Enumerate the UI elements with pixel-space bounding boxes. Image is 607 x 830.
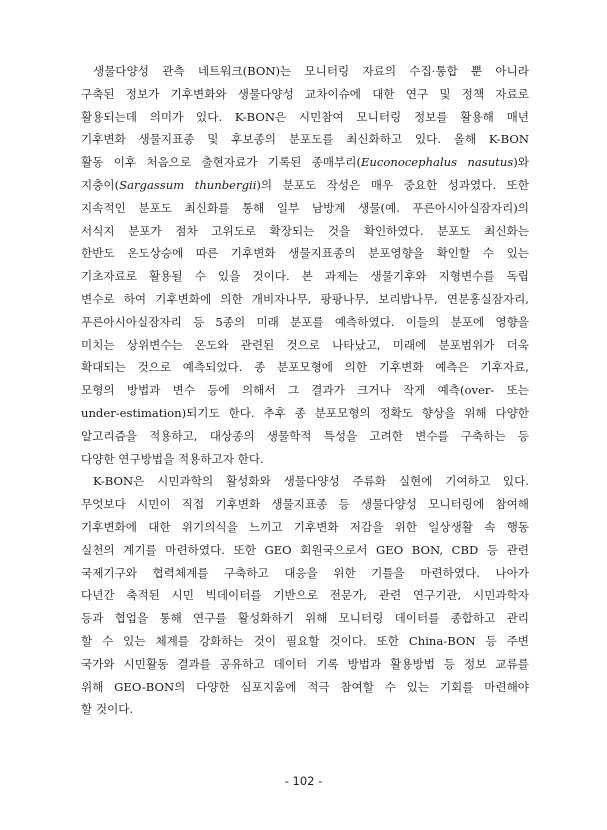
text-line: K-BON은 시민과학의 활성화와 생물다양성 주류화 실현에 기여하고 있다.	[93, 474, 529, 489]
text-line: 할 것이다.	[81, 702, 134, 717]
text-line: 모형의 방법과 변수 등에 의해서 그 결과가 크거나 작게 예측(over- 또는	[81, 383, 529, 398]
text-line: 기후변화 생물지표종 및 후보종의 분포도를 최신화하고 있다. 올해 K-BON	[81, 132, 529, 147]
paragraph-bon-overview	[81, 60, 529, 470]
text-line: 할 수 있는 체계를 강화하는 것이 필요할 것이다. 또한 China-BON 등 주변	[81, 633, 529, 648]
text-line: 활용되는데 의미가 있다. K-BON은 시민참여 모니터링 정보를 활용해 매년	[81, 109, 529, 124]
text-line: 국가와 시민활동 결과를 공유하고 데이터 기록 방법과 활용방법 등 정보 교류를	[81, 656, 529, 671]
text-line: 기초자료로 활용될 수 있을 것이다. 본 과제는 생물기후와 지형변수를 독립	[81, 269, 529, 284]
text-line: 알고리즘을 적용하고, 대상종의 생물학적 특성을 고려한 변수를 구축하는 등	[81, 428, 529, 443]
text-line: 변수로 하여 기후변화에 의한 개비자나무, 팡팡나무, 보리밥나무, 연분홍실잠자리,	[81, 291, 529, 306]
text-line: under-estimation)되기도 한다. 추후 종 분포모형의 정확도 향상을 위해 다양한	[81, 405, 529, 420]
text-line: 구축된 정보가 기후변화와 생물다양성 교차이슈에 대한 연구 및 정책 자료로	[81, 86, 529, 101]
text-line: 활동 이후 처음으로 출현자료가 기록된 종매부리(Euconocephalus nasutus)와	[81, 155, 529, 170]
text-line: 실천의 계기를 마련하였다. 또한 GEO 회원국으로서 GEO BON, CBD 등 관련	[81, 542, 529, 557]
text-line: 지속적인 분포도 최신화를 통해 일부 남방계 생물(예. 푸른아시아실잠자리)의	[81, 200, 529, 215]
text-line: 다년간 축적된 시민 빅데이터를 기반으로 전문가, 관련 연구기관, 시민과학자	[81, 588, 529, 603]
text-line: 무엇보다 시민이 직접 기후변화 생물지표종 등 생물다양성 모니터링에 참여해	[81, 497, 529, 512]
text-line: 등과 협업을 통해 연구를 활성화하기 위해 모니터링 데이터를 종합하고 관리	[81, 611, 529, 626]
text-line: 생물다양성 관측 네트워크(BON)는 모니터링 자료의 수집·통합 뿐 아니라	[93, 64, 529, 78]
text-line: 한반도 온도상승에 따른 기후변화 생물지표종의 분포영향을 확인할 수 있는	[81, 246, 529, 261]
text-line: 위해 GEO-BON의 다양한 심포지움에 적극 참여할 수 있는 기회를 마련해야	[81, 679, 529, 694]
text-line: 지충이(Sargassum thunbergii)의 분포도 작성은 매우 중요한 성과였다. 또한	[81, 177, 529, 192]
body-text	[81, 60, 529, 721]
text-line: 확대되는 것으로 예측되었다. 종 분포모형에 의한 기후변화 예측은 기후자료,	[81, 360, 529, 375]
text-line: 기후변화에 대한 위기의식을 느끼고 기후변화 저감을 위한 일상생활 속 행동	[81, 519, 529, 534]
text-line: 국제기구와 협력체계를 구축하고 대응을 위한 기틀을 마련하였다. 나아가	[81, 565, 529, 580]
text-line: 미치는 상위변수는 온도와 관련된 것으로 나타났고, 미래에 분포범위가 더욱	[81, 337, 529, 352]
paragraph-kbon-contribution	[81, 470, 529, 721]
page-number: - 102 -	[284, 774, 323, 788]
text-line: 다양한 연구방법을 적용하고자 한다.	[81, 451, 264, 466]
text-line: 서식지 분포가 점차 고위도로 확장되는 것을 확인하였다. 분포도 최신화는	[81, 223, 529, 238]
text-line: 푸른아시아실잠자리 등 5종의 미래 분포를 예측하였다. 이들의 분포에 영향을	[81, 314, 529, 329]
